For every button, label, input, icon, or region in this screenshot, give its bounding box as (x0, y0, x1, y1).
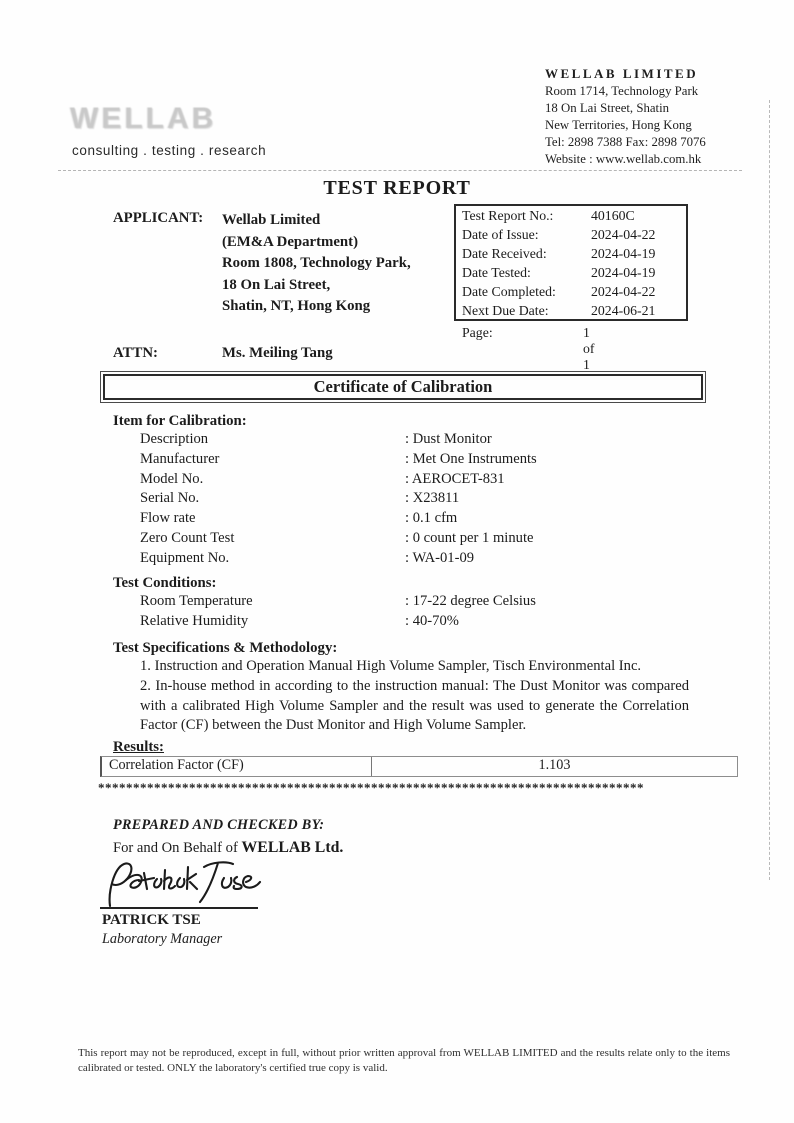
header-divider-line (58, 170, 742, 171)
company-phone-fax: Tel: 2898 7388 Fax: 2898 7076 (545, 134, 706, 149)
test-specifications-heading: Test Specifications & Methodology: (113, 640, 338, 656)
item-row-zero-count-test (140, 530, 700, 550)
item-value: : 0 count per 1 minute (405, 529, 534, 546)
info-row-date-tested (462, 265, 686, 284)
condition-label: Relative Humidity (140, 612, 249, 629)
company-website: Website : www.wellab.com.hk (545, 151, 702, 166)
applicant-line: 18 On Lai Street, (222, 276, 331, 293)
item-row-equipment-no (140, 550, 700, 570)
company-info-block (545, 66, 706, 167)
info-value: 2024-04-19 (591, 246, 656, 262)
item-label: Serial No. (140, 490, 200, 507)
item-for-calibration-rows (140, 431, 700, 570)
wellab-logo: WELLAB (70, 102, 217, 135)
item-row-model-no (140, 471, 700, 491)
report-info-box (454, 204, 688, 321)
results-row-value: 1.103 (538, 757, 571, 773)
applicant-line: Shatin, NT, Hong Kong (222, 298, 371, 315)
item-label: Manufacturer (140, 450, 220, 467)
company-name: WELLAB LIMITED (545, 66, 699, 81)
test-conditions-heading: Test Conditions: (113, 575, 217, 591)
applicant-line: Room 1808, Technology Park, (222, 255, 411, 272)
info-row-date-completed (462, 284, 686, 303)
applicant-line: Wellab Limited (222, 212, 321, 228)
signature-underline (100, 907, 258, 909)
info-value: 2024-06-21 (591, 303, 656, 319)
item-row-manufacturer (140, 451, 700, 471)
info-row-date-of-issue (462, 227, 686, 246)
results-heading: Results: (113, 739, 164, 755)
certificate-title-box (100, 371, 706, 403)
item-row-description (140, 431, 700, 451)
page-label: Page: (462, 325, 493, 340)
item-value: : 0.1 cfm (405, 510, 458, 527)
condition-row-room-temperature (140, 593, 700, 613)
applicant-line: (EM&A Department) (222, 233, 359, 250)
on-behalf-prefix: For and On Behalf of (113, 840, 242, 856)
item-row-serial-no (140, 490, 700, 510)
page-value: 1 of 1 (583, 325, 595, 372)
results-row-label: Correlation Factor (CF) (102, 757, 372, 776)
test-specification-item-2: 2. In-house method in according to the instruction manual: The Dust Monitor was compared with a calibrated High Volume Sampler and the result was used to generate the Correlation Factor (CF) between the Dust Monitor and High Volume Sampler. (140, 678, 689, 734)
info-label: Next Due Date: (462, 303, 549, 319)
applicant-address-block (222, 210, 411, 318)
condition-value: : 40-70% (405, 612, 459, 629)
company-address-line: Room 1714, Technology Park (545, 83, 699, 98)
on-behalf-line (113, 839, 343, 857)
company-address-line: New Territories, Hong Kong (545, 117, 692, 132)
item-for-calibration-heading: Item for Calibration: (113, 413, 247, 429)
info-label: Date Completed: (462, 284, 556, 300)
on-behalf-company: WELLAB Ltd. (241, 839, 344, 856)
item-label: Equipment No. (140, 549, 230, 566)
info-label: Date Tested: (462, 265, 531, 281)
scan-artifact-vertical-line (769, 100, 770, 880)
signatory-title: Laboratory Manager (102, 931, 223, 947)
company-address-line: 18 On Lai Street, Shatin (545, 100, 670, 115)
item-label: Model No. (140, 470, 204, 487)
page-number-row (462, 325, 595, 372)
item-label: Zero Count Test (140, 529, 235, 546)
condition-row-relative-humidity (140, 613, 700, 633)
signatory-name: PATRICK TSE (102, 912, 201, 928)
info-label: Test Report No.: (462, 208, 554, 223)
info-label: Date of Issue: (462, 227, 539, 243)
info-row-date-received (462, 246, 686, 265)
certificate-title: Certificate of Calibration (103, 374, 703, 400)
applicant-label: APPLICANT: (113, 210, 204, 226)
info-row-next-due-date (462, 303, 686, 322)
results-table (100, 756, 738, 777)
item-value: : Met One Instruments (405, 450, 537, 467)
attn-label: ATTN: (113, 345, 158, 361)
condition-value: : 17-22 degree Celsius (405, 593, 536, 609)
item-value: : AEROCET-831 (405, 470, 505, 487)
logo-tagline: consulting . testing . research (72, 143, 267, 158)
item-label: Flow rate (140, 510, 196, 527)
report-title: TEST REPORT (323, 177, 471, 199)
test-conditions-rows (140, 593, 700, 633)
condition-label: Room Temperature (140, 593, 253, 609)
item-value: : Dust Monitor (405, 431, 492, 447)
item-value: : WA-01-09 (405, 549, 475, 566)
item-label: Description (140, 431, 209, 447)
item-row-flow-rate (140, 510, 700, 530)
prepared-and-checked-by-label: PREPARED AND CHECKED BY: (113, 817, 325, 833)
asterisk-separator: ****************************************************************************** (98, 780, 644, 795)
info-value: 2024-04-22 (591, 227, 656, 243)
footer-disclaimer: This report may not be reproduced, except in full, without prior written approval from WELLAB LIMITED and the results relate only to the items calibrated or tested. ONLY the laboratory's certified true copy is valid. (78, 1047, 730, 1074)
info-row-report-no (462, 208, 686, 227)
info-value: 2024-04-19 (591, 265, 656, 281)
item-value: : X23811 (405, 490, 460, 507)
info-value: 2024-04-22 (591, 284, 656, 300)
info-label: Date Received: (462, 246, 547, 262)
test-specification-item-1: 1. Instruction and Operation Manual High Volume Sampler, Tisch Environmental Inc. (140, 658, 642, 674)
attn-value: Ms. Meiling Tang (222, 345, 333, 361)
info-value: 40160C (591, 208, 635, 223)
